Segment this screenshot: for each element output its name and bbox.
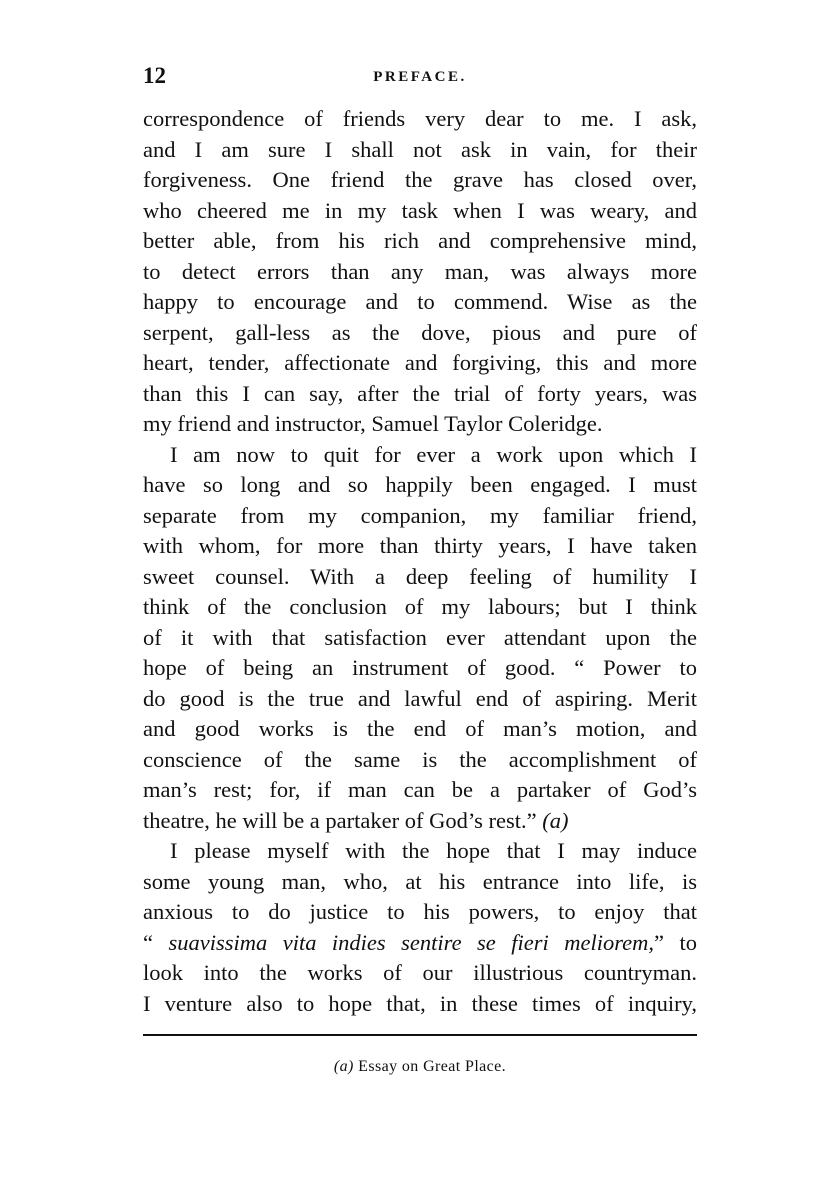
text-line: have so long and so happily been engaged. I must: [143, 472, 697, 497]
text-line: my friend and instructor, Samuel Taylor Coleridge.: [143, 411, 603, 436]
text-line: correspondence of friends very dear to me. I ask,: [143, 106, 697, 131]
body-text: [143, 104, 697, 1019]
text-line-content: theatre, he will be a partaker of God’s rest.”: [143, 807, 537, 833]
latin-quotation: suavissima vita indies sentire se fieri meliorem,: [168, 929, 655, 955]
text-line: than this I can say, after the trial of forty years, was: [143, 380, 697, 406]
paragraph-2: [143, 440, 697, 837]
text-line: hope of being an instrument of good. “ Power to: [143, 655, 697, 680]
text-line: and I am sure I shall not ask in vain, for their: [143, 136, 697, 162]
page-number: 12: [143, 63, 166, 88]
text-line: do good is the true and lawful end of aspiring. Merit: [143, 685, 697, 711]
text-line: heart, tender, affectionate and forgiving, this and more: [143, 350, 697, 375]
paragraph-3: [143, 836, 697, 1019]
running-head: PREFACE.: [373, 69, 467, 85]
text-line: I am now to quit for ever a work upon which I: [170, 441, 697, 467]
text-line: serpent, gall-less as the dove, pious and pure of: [143, 319, 697, 345]
text-line: separate from my companion, my familiar friend,: [143, 502, 697, 528]
text-line: man’s rest; for, if man can be a partaker of God’s: [143, 777, 697, 802]
text-line: who cheered me in my task when I was weary, and: [143, 197, 697, 223]
text-line: happy to encourage and to commend. Wise as the: [143, 289, 697, 314]
text-line: [143, 928, 697, 959]
footnote: [143, 1055, 697, 1079]
text-line: conscience of the same is the accomplishment of: [143, 746, 697, 772]
footnote-marker: (a): [333, 1058, 354, 1075]
quote-open: “: [143, 929, 169, 955]
text-line: I please myself with the hope that I may induce: [170, 838, 697, 863]
text-line: I venture also to hope that, in these times of inquiry,: [143, 990, 697, 1016]
text-line: sweet counsel. With a deep feeling of humility I: [143, 563, 697, 589]
paragraph-1: [143, 104, 697, 440]
footnote-reference: (a): [542, 807, 569, 833]
quote-close: ” to: [654, 929, 697, 955]
text-line: of it with that satisfaction ever attendant upon the: [143, 624, 697, 650]
text-line: forgiveness. One friend the grave has closed over,: [143, 167, 697, 192]
text-line: with whom, for more than thirty years, I have taken: [143, 533, 697, 558]
text-line: to detect errors than any man, was always more: [143, 258, 697, 284]
text-line: anxious to do justice to his powers, to enjoy that: [143, 899, 697, 924]
footnote-divider: [143, 1034, 697, 1036]
text-line: and good works is the end of man’s motion, and: [143, 716, 697, 741]
text-line: [143, 806, 697, 837]
text-line: think of the conclusion of my labours; but I think: [143, 594, 697, 619]
text-line: some young man, who, at his entrance into life, is: [143, 868, 697, 894]
text-line: look into the works of our illustrious countryman.: [143, 960, 697, 985]
page-header: [143, 62, 697, 92]
text-line: better able, from his rich and comprehensive mind,: [143, 228, 697, 253]
footnote-text: Essay on Great Place.: [358, 1058, 507, 1075]
